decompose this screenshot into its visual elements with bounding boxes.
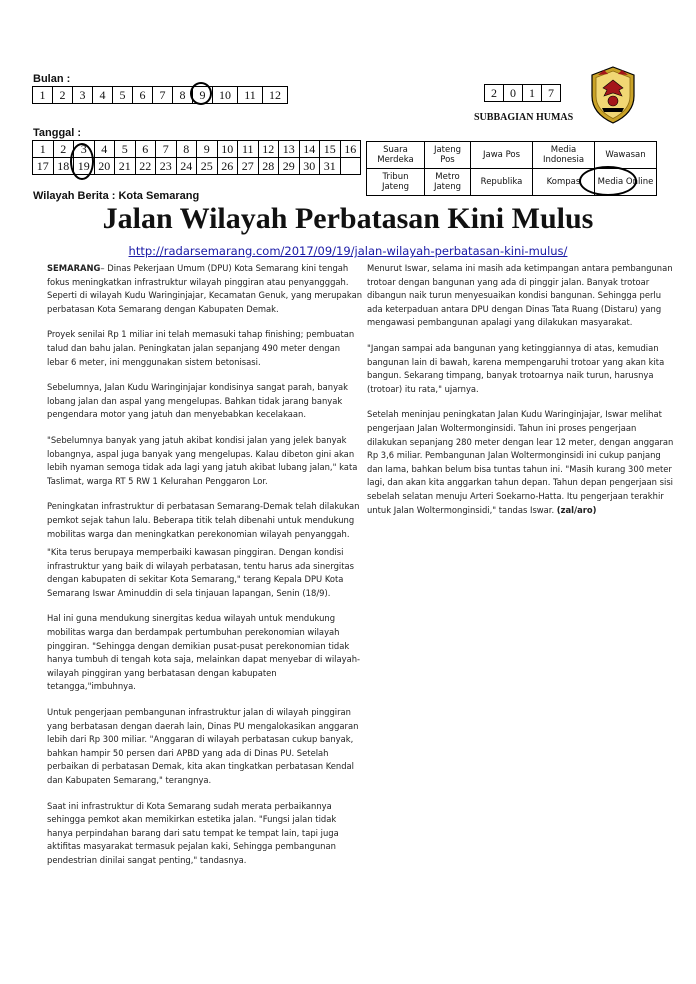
media-cell: Wawasan bbox=[595, 142, 657, 169]
article-url-link[interactable]: http://radarsemarang.com/2017/09/19/jalan-wilayah-perbatasan-kini-mulus/ bbox=[128, 244, 568, 258]
cell: 1 bbox=[33, 87, 53, 104]
cell: 2 bbox=[485, 85, 504, 102]
cell: 14 bbox=[299, 141, 320, 158]
cell bbox=[340, 158, 361, 175]
cell: 3 bbox=[73, 87, 93, 104]
cell: 7 bbox=[542, 85, 561, 102]
cell: 26 bbox=[217, 158, 238, 175]
cell: 7 bbox=[156, 141, 177, 158]
paragraph: "Jangan sampai ada bangunan yang ketinggiannya di atas, kemudian bangunan lain di bawah, karena mempengaruhi trotoar yang akan kita bangun. Sekarang timpang, banyak trotoarnya naik turun, harusnya (trotoar) itu rata," ujarnya. bbox=[367, 342, 665, 394]
cell: 11 bbox=[238, 141, 259, 158]
cell: 9 bbox=[197, 141, 218, 158]
cell: 28 bbox=[258, 158, 279, 175]
cell: 4 bbox=[94, 141, 115, 158]
year-grid bbox=[484, 84, 561, 102]
article-headline: Jalan Wilayah Perbatasan Kini Mulus bbox=[102, 202, 594, 235]
cell: 17 bbox=[33, 158, 54, 175]
bulan-selected-circle bbox=[190, 82, 212, 105]
cell: 13 bbox=[279, 141, 300, 158]
cell: 24 bbox=[176, 158, 197, 175]
cell: 1 bbox=[523, 85, 542, 102]
article-column-left bbox=[47, 262, 363, 880]
media-cell: Suara Merdeka bbox=[367, 142, 425, 169]
media-cell: Media Online bbox=[595, 169, 657, 196]
cell: 21 bbox=[115, 158, 136, 175]
tanggal-selected-circle bbox=[70, 143, 94, 180]
paragraph: Setelah meninjau peningkatan Jalan Kudu Waringinjajar, Iswar melihat pengerjaan Jalan Woltermonginsidi. Tahun ini proses pengerjaan dilakukan sepanjang 280 meter dengan lear 12 meter, dengan anggaran Rp 3,6 miliar. Pembangunan Jalan Woltermonginsidi ini cukup panjang dan lama, bahkan belum bisa tuntas tahun ini. "Masih kurang 300 meter lagi, dan akan kita anggarkan tahun depan. Tahun depan pengerjaan sisi sebelah selatan menuju Arteri Soekarno-Hatta. Itu pengerjaan terakhir untuk Jalan Woltermonginsidi," tandas Iswar. bbox=[367, 409, 674, 515]
cell: 0 bbox=[504, 85, 523, 102]
cell: 2 bbox=[53, 141, 74, 158]
media-cell: Jawa Pos bbox=[471, 142, 533, 169]
paragraph: Hal ini guna mendukung sinergitas kedua wilayah untuk mendukung mobilitas warga dan berdampak pertumbuhan perekonomian wilayah pinggiran. "Sehingga dengan demikian pusat-pusat perekonomian tidak hanya tumbuh di tengah kota saja, melainkan dapat menyebar di wilayah-wilayah pinggiran yang berbatasan dengan kabupaten tetangga,"imbuhnya. bbox=[47, 613, 361, 692]
article-column-right bbox=[367, 262, 679, 529]
cell: 4 bbox=[93, 87, 113, 104]
cell: 11 bbox=[238, 87, 263, 104]
cell: 6 bbox=[133, 87, 153, 104]
cell: 22 bbox=[135, 158, 156, 175]
paragraph: Saat ini infrastruktur di Kota Semarang sudah merata perbaikannya sehingga pemkot akan memikirkan estetika jalan. "Fungsi jalan tidak hanya perpindahan barang dari satu tempat ke tempat lain, tapi juga aktifitas masyarakat termasuk pejalan kaki, Sehingga pembangunan pendestrian dinilai sangat penting," tandasnya. bbox=[47, 800, 339, 865]
cell: 5 bbox=[113, 87, 133, 104]
cell: 10 bbox=[217, 141, 238, 158]
cell: 16 bbox=[340, 141, 361, 158]
cell: 20 bbox=[94, 158, 115, 175]
cell: 27 bbox=[238, 158, 259, 175]
media-selected-circle bbox=[579, 166, 637, 196]
cell: 15 bbox=[320, 141, 341, 158]
media-cell: Media Indonesia bbox=[533, 142, 595, 169]
cell: 25 bbox=[197, 158, 218, 175]
cell: 9 bbox=[193, 87, 213, 104]
tanggal-label: Tanggal : bbox=[33, 127, 82, 139]
cell: 12 bbox=[258, 141, 279, 158]
government-seal-icon bbox=[588, 66, 638, 124]
bulan-label: Bulan : bbox=[33, 73, 71, 85]
cell: 8 bbox=[173, 87, 193, 104]
cell: 10 bbox=[213, 87, 238, 104]
paragraph: Sebelumnya, Jalan Kudu Waringinjajar kondisinya sangat parah, banyak lobang jalan dan aspal yang mengelupas. Bahkan tidak jarang banyak pengendara motor yang jatuh dan menyebabkan kecelakaan. bbox=[47, 382, 349, 420]
cell: 6 bbox=[135, 141, 156, 158]
paragraph: Menurut Iswar, selama ini masih ada ketimpangan antara pembangunan trotoar dengan bangunan yang ada di pinggir jalan. Banyak trotoar dibangun naik turun menyesuaikan kondisi bangunan. Sehingga perlu ada keterpaduan antara DPU dengan Dinas Tata Ruang (Distaru) yang mengawasi pembangunan apalagi yang dilakukan masyarakat. bbox=[367, 263, 673, 328]
cell: 1 bbox=[33, 141, 54, 158]
cell: 19 bbox=[74, 158, 95, 175]
cell: 5 bbox=[115, 141, 136, 158]
wilayah-label: Wilayah Berita : Kota Semarang bbox=[33, 190, 200, 202]
paragraph: – Dinas Pekerjaan Umum (DPU) Kota Semarang kini tengah fokus meningkatkan infrastruktur wilayah pinggiran atau penyangggah. Seperti di wilayah Kudu Waringinjajar, Kecamatan Genuk, yang merupakan perbatasan Kota Semarang dengan Kabupaten Demak. bbox=[47, 263, 363, 314]
subbagian-label: SUBBAGIAN HUMAS bbox=[474, 112, 574, 123]
paragraph: "Kita terus berupaya memperbaiki kawasan pinggiran. Dengan kondisi infrastruktur yang baik di wilayah perbatasan, tentu harus ada sinergitas dengan kabupaten di sekitar Kota Semarang," terang Kepala DPU Kota Semarang Iswar Aminuddin di sela tinjauan lapangan, Senin (18/9). bbox=[47, 547, 354, 598]
cell: 8 bbox=[176, 141, 197, 158]
cell: 18 bbox=[53, 158, 74, 175]
cell: 7 bbox=[153, 87, 173, 104]
lead-city: SEMARANG bbox=[47, 263, 101, 273]
cell: 3 bbox=[74, 141, 95, 158]
paragraph: "Sebelumnya banyak yang jatuh akibat kondisi jalan yang jelek banyak lobangnya, aspal juga banyak yang mengelupas. Kalau dibeton gini akan lebih nyaman semoga tidak ada lagi yang jatuh akibat lubang jalan," kata Taslimat, warga RT 5 RW 1 Kelurahan Penggaron Lor. bbox=[47, 434, 358, 486]
media-cell: Kompas bbox=[533, 169, 595, 196]
cell: 31 bbox=[320, 158, 341, 175]
media-cell: Metro Jateng bbox=[425, 169, 471, 196]
cell: 30 bbox=[299, 158, 320, 175]
media-cell: Tribun Jateng bbox=[367, 169, 425, 196]
media-cell: Jateng Pos bbox=[425, 142, 471, 169]
paragraph: Untuk pengerjaan pembangunan infrastruktur jalan di wilayah pinggiran yang berbatasan dengan daerah lain, Dinas PU mengalokasikan anggaran lebih dari Rp 300 miliar. "Anggaran di wilayah perbatasan cukup banyak, bahkan hampir 50 persen dari APBD yang ada di Dinas PU. Setelah perbaikan di perbatasan Demak, kita akan tingkatkan perbatasan Kendal dan Kabupaten Semarang," terangnya. bbox=[47, 707, 359, 785]
byline: (zal/aro) bbox=[556, 504, 597, 515]
cell: 12 bbox=[263, 87, 288, 104]
cell: 29 bbox=[279, 158, 300, 175]
cell: 2 bbox=[53, 87, 73, 104]
media-cell: Republika bbox=[471, 169, 533, 196]
paragraph: Proyek senilai Rp 1 miliar ini telah memasuki tahap finishing; pembuatan talud dan bahu jalan. Peningkatan jalan sepanjang 490 meter dengan lebar 6 meter, ini menggunakan sistem betonisasi. bbox=[47, 329, 355, 367]
bulan-grid bbox=[32, 86, 288, 104]
paragraph: Peningkatan infrastruktur di perbatasan Semarang-Demak telah dilakukan pemkot sejak tahun lalu. Beberapa titik telah dibenahi untuk mendukung mobilitas warga dan meningkatkan perekonomian wilayah penyanggah. bbox=[47, 501, 360, 539]
cell: 23 bbox=[156, 158, 177, 175]
